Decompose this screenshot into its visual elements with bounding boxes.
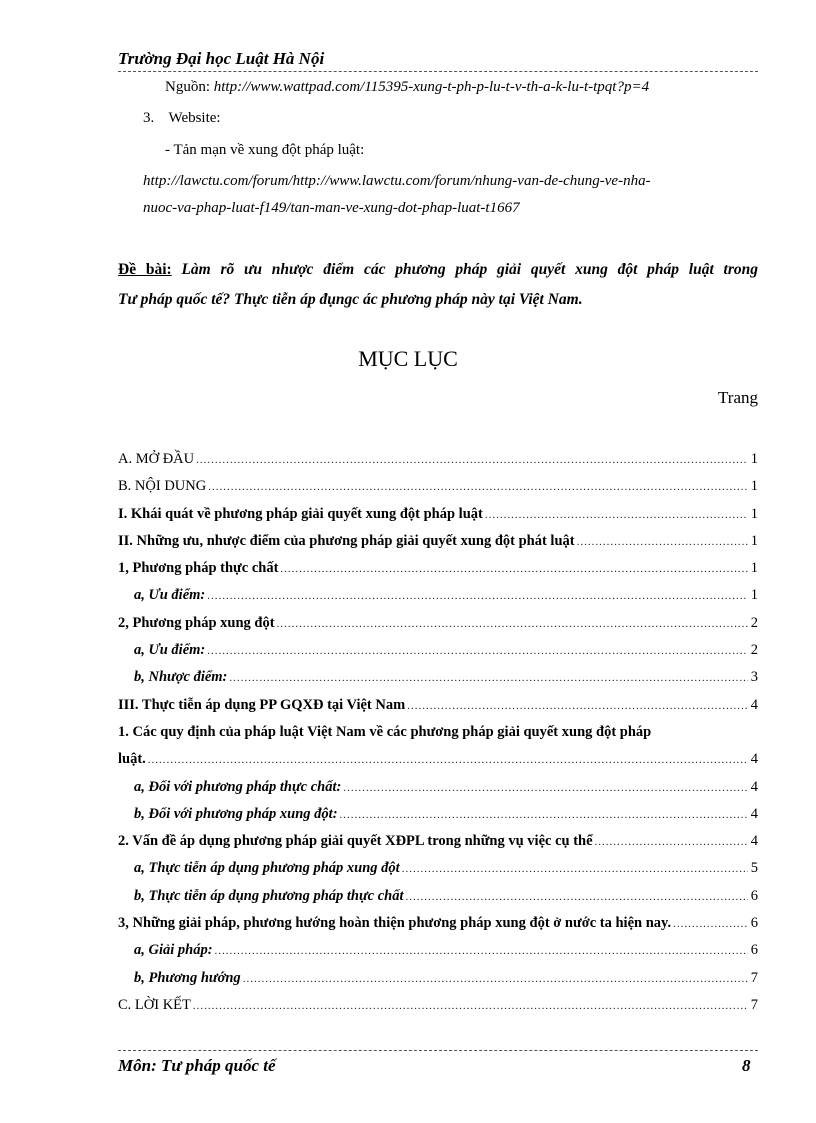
- toc-leader-dots: [343, 782, 748, 794]
- toc-leader-dots: [207, 645, 748, 657]
- toc-entry-page: 1: [750, 505, 758, 522]
- toc-entry-ii-2-a[interactable]: [118, 642, 758, 669]
- toc-entry-page: 7: [750, 996, 758, 1013]
- toc-entry-iii-3-b[interactable]: [118, 970, 758, 997]
- toc-leader-dots: [229, 672, 748, 684]
- toc-entry-text: b, Thực tiễn áp dụng phương pháp thực chất: [134, 887, 404, 904]
- toc-entry-iii-1-a[interactable]: [118, 779, 758, 806]
- toc-leader-dots: [407, 700, 748, 712]
- website-url-line-2[interactable]: nuoc-va-phap-luat-f149/tan-man-ve-xung-dot-phap-luat-t1667: [143, 200, 520, 216]
- toc-entry-text: a, Giải pháp:: [134, 942, 213, 959]
- toc-leader-dots: [406, 891, 748, 903]
- source-url[interactable]: http://www.wattpad.com/115395-xung-t-ph-p-lu-t-v-th-a-k-lu-t-tpqt?p=4: [213, 79, 650, 95]
- toc-entry-text: 2, Phương pháp xung đột: [118, 614, 275, 631]
- toc-entry-page: 6: [750, 887, 758, 904]
- toc-entry-text: 1. Các quy định của pháp luật Việt Nam về các phương pháp giải quyết xung đột pháp: [118, 723, 652, 740]
- toc-entry-text: a, Ưu điểm:: [134, 587, 206, 604]
- toc-heading: MỤC LỤC: [358, 346, 458, 371]
- toc-entry-noi-dung[interactable]: [118, 478, 758, 505]
- toc-leader-dots: [208, 481, 748, 493]
- toc-leader-dots: [577, 536, 748, 548]
- toc-entry-page: 1: [750, 560, 758, 577]
- toc-entry-page: 2: [750, 614, 758, 631]
- toc-entry-iii-1-b[interactable]: [118, 806, 758, 833]
- header-divider: [118, 71, 758, 72]
- toc-leader-dots: [402, 863, 748, 875]
- assignment-line-1: [118, 255, 758, 285]
- toc-entry-page: 4: [750, 833, 758, 850]
- toc-entry-text: b, Đối với phương pháp xung đột:: [134, 805, 338, 822]
- website-subitem: - Tản mạn về xung đột pháp luật:: [165, 142, 365, 158]
- toc-entry-text: III. Thực tiễn áp dụng PP GQXĐ tại Việt Nam: [118, 696, 406, 713]
- toc-entry-page: 1: [750, 587, 758, 604]
- toc-entry-text: luật.: [118, 751, 146, 768]
- toc-entry-text: 3, Những giải pháp, phương hướng hoàn thiện phương pháp xung đột ở nước ta hiện nay.: [118, 915, 672, 932]
- table-of-contents: [118, 451, 758, 1024]
- toc-entry-text: 2. Vấn đề áp dụng phương pháp giải quyết XĐPL trong những vụ việc cụ thể: [118, 833, 593, 850]
- assignment-text-1: Làm rõ ưu nhược điểm các phương pháp giải quyết xung đột pháp luật trong: [171, 261, 758, 278]
- toc-entry-text: a, Thực tiễn áp dụng phương pháp xung đột: [134, 860, 400, 877]
- toc-entry-iii-2-a[interactable]: [118, 860, 758, 887]
- header-school-name: Trường Đại học Luật Hà Nội: [118, 49, 325, 68]
- toc-entry-ii-1-a[interactable]: [118, 587, 758, 614]
- toc-entry-text: II. Những ưu, nhược điểm của phương pháp giải quyết xung đột phát luật: [118, 532, 575, 549]
- toc-leader-dots: [673, 918, 748, 930]
- toc-leader-dots: [595, 836, 748, 848]
- toc-entry-ii-2-b[interactable]: [118, 669, 758, 696]
- toc-entry-page: 1: [750, 478, 758, 495]
- toc-entry-page: 6: [750, 915, 758, 932]
- toc-entry-page: 3: [750, 669, 758, 686]
- toc-entry-section-i[interactable]: [118, 506, 758, 533]
- website-number: 3.: [143, 110, 155, 126]
- toc-entry-text: a, Đối với phương pháp thực chất:: [134, 778, 342, 795]
- toc-leader-dots: [207, 590, 748, 602]
- toc-entry-text: a, Ưu điểm:: [134, 642, 206, 659]
- toc-entry-page: 4: [750, 778, 758, 795]
- toc-leader-dots: [215, 945, 748, 957]
- toc-entry-iii-2-b[interactable]: [118, 888, 758, 915]
- toc-leader-dots: [340, 809, 748, 821]
- toc-entry-iii-1-line-1[interactable]: [118, 724, 758, 751]
- toc-leader-dots: [277, 618, 748, 630]
- toc-entry-page: 4: [750, 751, 758, 768]
- toc-entry-iii-2[interactable]: [118, 833, 758, 860]
- toc-page-column-label: Trang: [718, 388, 758, 407]
- toc-leader-dots: [196, 454, 748, 466]
- toc-leader-dots: [243, 973, 748, 985]
- toc-leader-dots: [148, 754, 748, 766]
- toc-entry-text: b, Phương hướng: [134, 969, 241, 986]
- toc-entry-page: 2: [750, 642, 758, 659]
- toc-entry-page: 5: [750, 860, 758, 877]
- toc-entry-text: I. Khái quát về phương pháp giải quyết xung đột pháp luật: [118, 505, 483, 522]
- toc-entry-iii-1-line-2[interactable]: [118, 751, 758, 778]
- toc-leader-dots: [280, 563, 748, 575]
- toc-entry-iii-3-a[interactable]: [118, 942, 758, 969]
- toc-entry-page: 7: [750, 969, 758, 986]
- website-url-line-1[interactable]: http://lawctu.com/forum/http://www.lawctu.com/forum/nhung-van-de-chung-ve-nha-: [143, 173, 651, 189]
- footer-divider: [118, 1050, 758, 1051]
- footer-subject: Môn: Tư pháp quốc tế: [118, 1056, 276, 1075]
- assignment-label: Đề bài:: [118, 261, 172, 278]
- source-label: Nguồn:: [165, 79, 214, 95]
- assignment-text-2: Tư pháp quốc tế? Thực tiễn áp đụngc ác phương pháp này tại Việt Nam.: [118, 291, 583, 308]
- toc-entry-section-iii[interactable]: [118, 697, 758, 724]
- toc-entry-page: 4: [750, 805, 758, 822]
- toc-leader-dots: [485, 509, 748, 521]
- toc-entry-text: C. LỜI KẾT: [118, 996, 191, 1013]
- reference-source: [165, 77, 649, 97]
- footer-page-number: 8: [742, 1056, 751, 1075]
- toc-entry-page: 4: [750, 696, 758, 713]
- toc-entry-text: B. NỘI DUNG: [118, 478, 207, 495]
- toc-entry-iii-3[interactable]: [118, 915, 758, 942]
- toc-entry-page: 1: [750, 532, 758, 549]
- toc-entry-section-ii[interactable]: [118, 533, 758, 560]
- toc-entry-text: b, Nhược điểm:: [134, 669, 228, 686]
- toc-entry-loi-ket[interactable]: [118, 997, 758, 1024]
- assignment-prompt: [118, 255, 758, 315]
- reference-website: [143, 108, 221, 128]
- website-label: Website:: [168, 110, 221, 126]
- toc-leader-dots: [193, 1000, 748, 1012]
- toc-entry-page: 6: [750, 942, 758, 959]
- toc-entry-text: 1, Phương pháp thực chất: [118, 560, 279, 577]
- toc-entry-mo-dau[interactable]: [118, 451, 758, 478]
- toc-entry-text: A. MỞ ĐẦU: [118, 451, 195, 467]
- toc-entry-page: 1: [750, 451, 758, 467]
- toc-entry-ii-1[interactable]: [118, 560, 758, 587]
- toc-entry-ii-2[interactable]: [118, 615, 758, 642]
